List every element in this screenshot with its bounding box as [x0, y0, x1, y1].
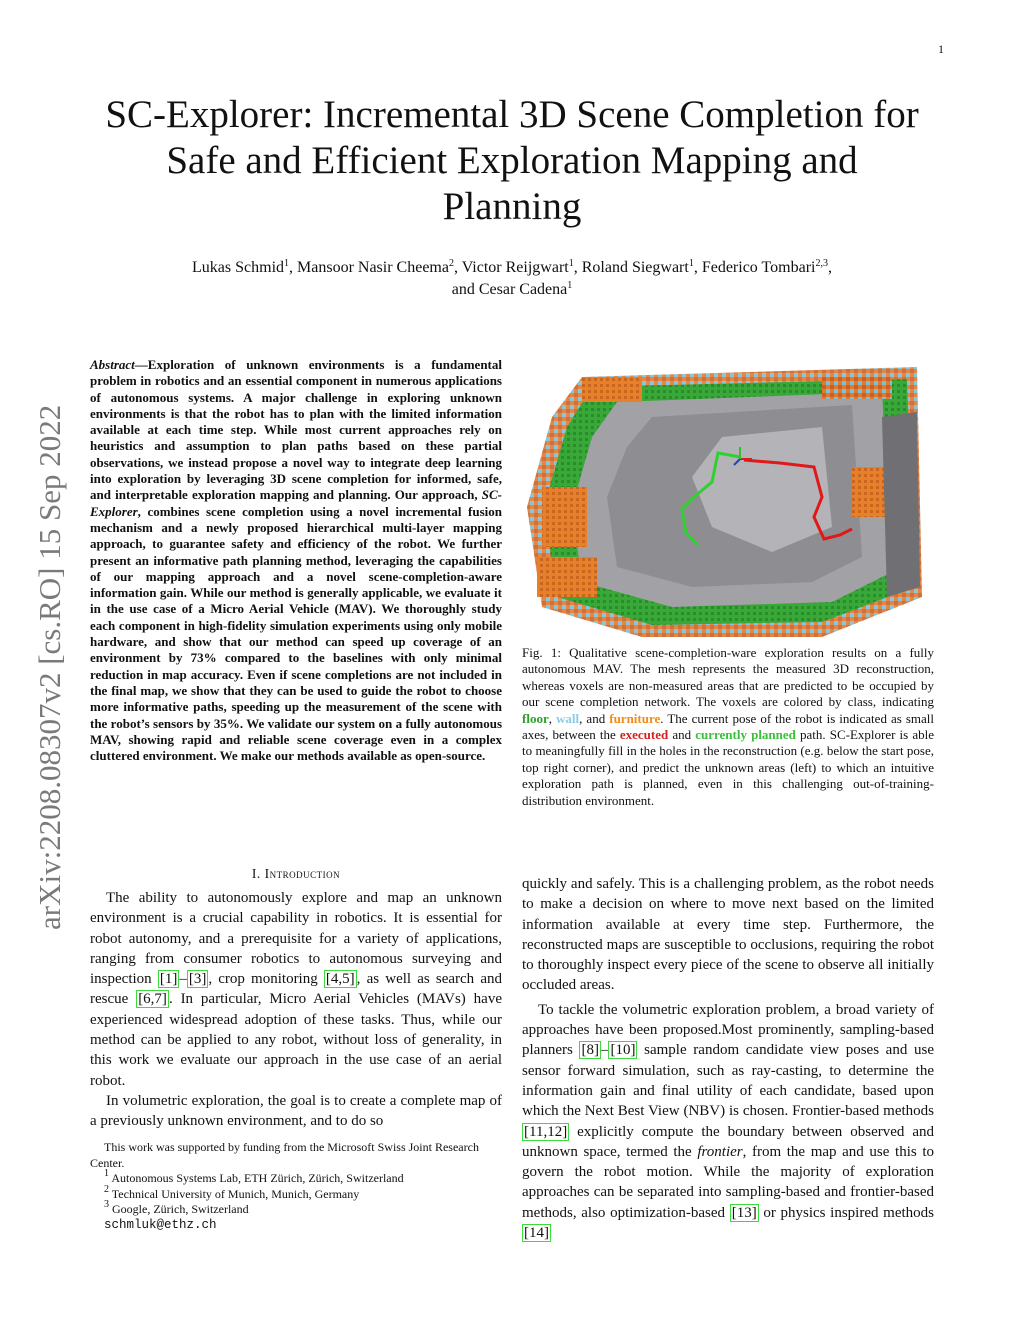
- page-number: 1: [938, 42, 944, 56]
- legend-executed: executed: [619, 727, 669, 743]
- legend-floor: floor: [522, 710, 549, 726]
- author-affiliation: 1: [688, 258, 694, 269]
- author-name: Roland Siegwart: [581, 259, 689, 276]
- citation-link[interactable]: [11,12]: [524, 1123, 568, 1140]
- legend-furniture: furniture: [609, 710, 661, 726]
- intro-column-right: [522, 874, 934, 1243]
- figure-caption: Fig. 1: Qualitative scene-completion-ware exploration results on a fully autonomous MAV. The mesh represents the measured 3D reconstruction, whereas voxels are non-measured areas that are predicted to be occupied by our scene completion network. The voxels are colored by class, indicating floor, wall, and furniture. The current pose of the robot is indicated as small axes, between the executed and currently planned path. SC-Explorer is able to meaningfully fill in the holes in the reconstruction (e.g. below the start pose, top right corner), and predict the unknown areas (left) to which an intuitive exploration path is planned, even in this challenging out-of-training-distribution environment.: [522, 645, 935, 808]
- paragraph: In volumetric exploration, the goal is to create a complete map of a previously unknown environment, and to do so: [90, 1092, 502, 1130]
- paragraph: To tackle the volumetric exploration problem, a broad variety of approaches have been proposed.Most prominently, sampling-based planners [8] – [10] sample random candidate view poses and use sensor forward simulation, such as ray-casting, to determine the information gain and final utility of each candidate, based upon which the Next Best View (NBV) is chosen. Frontier-based methods [11,12] explicitly compute the boundary between observed and unknown space, termed the frontier, from the map and use this to govern the robot motion. While the majority of exploration approaches can be separated into sampling-based and frontier-based methods, also optimization-based [13] or physics inspired methods [14]: [522, 1001, 934, 1242]
- author-name: Cesar Cadena: [478, 281, 568, 298]
- section-title: Introduction: [264, 866, 341, 881]
- citation-link[interactable]: [8]: [581, 1042, 599, 1059]
- abstract: Abstract—Exploration of unknown environments is a fundamental problem in robotics and an essential component in numerous applications of autonomous systems. A major challenge in exploring unknown environments is that the robot has to plan with the limited information available at each time step. While most current approaches rely on heuristics and assumption to plan paths based on these partial observations, we instead propose a novel way to integrate deep learning into exploration by leveraging 3D scene completion for informed, safe, and interpretable exploration mapping and planning. Our approach, SC-Explorer, combines scene completion using a novel incremental fusion mechanism and a newly proposed hierarchical multi-layer mapping approach, to guarantee safety and efficiency of the robot. We further present an informative path planning method, leveraging the capabilities of our mapping approach and a novel scene-completion-aware information gain. While our method is generally applicable, we evaluate it in the use case of a Micro Aerial Vehicle (MAV). We thoroughly study each component in high-fidelity simulation experiments using only mobile hardware, and show that our method can speed up coverage of an environment by 73% compared to the baselines with only minimal reduction in map accuracy. Even if scene completions are not included in the final map, we show that they can be used to guide the robot to choose more informative paths, speeding up the measurement of the scene with the robot’s sensors by 35%. We validate our system on a fully autonomous MAV, showing rapid and reliable scene coverage even in a complex cluttered environment. We make our methods available as open-source.: [90, 357, 502, 764]
- legend-wall: wall: [556, 710, 580, 726]
- author-affiliation: 2: [448, 258, 454, 269]
- section-heading: I. Introduction: [251, 866, 341, 881]
- author-affiliation: 1: [567, 280, 573, 291]
- citation-link[interactable]: [1]: [159, 971, 178, 988]
- affiliation-note: $^3$ Google, Zürich, Switzerland: [104, 1199, 249, 1217]
- citation-link[interactable]: [3]: [188, 971, 207, 988]
- affiliation-note: $^1$ Autonomous Systems Lab, ETH Zürich, Zürich, Switzerland: [104, 1168, 404, 1186]
- funding-note: This work was supported by funding from the Microsoft Swiss Joint Research Center.: [90, 1140, 479, 1170]
- affiliation-note: $^2$ Technical University of Munich, Munich, Germany: [104, 1183, 360, 1201]
- author-name: Lukas Schmid: [192, 259, 285, 276]
- arxiv-stamp-text: arXiv:2208.08307v2 [cs.RO] 15 Sep 2022: [32, 404, 67, 930]
- term-frontier: frontier: [697, 1143, 743, 1160]
- citation-link[interactable]: [4,5]: [325, 971, 355, 988]
- author-name: Federico Tombari: [701, 259, 816, 276]
- citation-link[interactable]: [13]: [731, 1204, 757, 1221]
- footnotes: [90, 1140, 502, 1234]
- abstract-text: Exploration of unknown environments is a fundamental problem in robotics and an essential component in numerous applications of autonomous systems. A major challenge in exploring unknown environments is that the robot has to plan with the limited information available at each time step. While most current approaches rely on heuristics and assumption to plan paths based on these partial observations, we instead propose a novel way to integrate deep learning into exploration by leveraging 3D scene completion for informed, safe, and interpretable exploration mapping and planning. Our approach,: [90, 357, 502, 503]
- author-affiliation: 2,3: [815, 258, 828, 269]
- paper-title: SC-Explorer: Incremental 3D Scene Completion for Safe and Efficient Exploration Mapping and Planning: [105, 93, 919, 228]
- author-name: Mansoor Nasir Cheema: [297, 259, 449, 276]
- abstract-label: Abstract: [90, 357, 135, 372]
- author-affiliation: 1: [568, 258, 574, 269]
- abstract-text: , combines scene completion using a novel incremental fusion mechanism and a newly proposed hierarchical multi-layer mapping approach, to guarantee safety and efficiency of the robot. We further present an informative path planning method, leveraging the capabilities of our mapping approach and a novel scene-completion-aware information gain. While our method is generally applicable, we evaluate it in the use case of a Micro Aerial Vehicle (MAV). We thoroughly study each component in high-fidelity simulation experiments using only mobile hardware, and show that our method can speed up coverage of an environment by 73% compared to the baselines with only minimal reduction in map accuracy. Even if scene completions are not included in the final map, we show that they can be used to guide the robot to choose more informative paths, speeding up the measurement of the scene with the robot’s sensors by 35%. We validate our system on a fully autonomous MAV, showing rapid and reliable scene coverage even in a complex cluttered environment. We make our methods available as open-source.: [90, 503, 502, 764]
- author-name: Victor Reijgwart: [461, 259, 569, 276]
- author-list: Lukas Schmid$^1$, Mansoor Nasir Cheema$^2$, Victor Reijgwart$^1$, Roland Siegwart$^1$, Federico Tombari$^{2,3}$, and Cesar Cadena$^1$: [192, 258, 832, 298]
- citation-link[interactable]: [6,7]: [138, 991, 167, 1008]
- citation-link[interactable]: [10]: [610, 1042, 636, 1059]
- citation-link[interactable]: [14]: [524, 1225, 549, 1242]
- arxiv-stamp: [8, 290, 78, 960]
- paragraph: quickly and safely. This is a challenging problem, as the robot needs to make a decision on where to move next based on the limited information available at every time step. Furthermore, the reconstructed maps are susceptible to occlusions, requiring the robot to thoroughly inspect every piece of the scene to observe all initially occluded areas.: [522, 876, 934, 994]
- scene-reconstruction-image: [522, 357, 934, 642]
- author-affiliation: 1: [284, 258, 290, 269]
- contact-email[interactable]: schmluk@ethz.ch: [104, 1217, 217, 1232]
- paragraph: The ability to autonomously explore and map an unknown environment is a crucial capability in robotics. It is essential for robot autonomy, and a prerequisite for a variety of applications, ranging from consumer robotics to autonomous surveying and inspection [1] – [3] , crop monitoring [4,5] , as well as search and rescue [6,7] . In particular, Micro Aerial Vehicles (MAVs) have experienced widespread adoption of these tasks. Thus, while our method can be applied to any robot, without loss of generality, in this work we evaluate our approach in the use case of an aerial robot.: [90, 890, 503, 1089]
- figure-1-scene-reconstruction: [522, 357, 934, 642]
- method-name: SC-Explorer: [90, 487, 502, 519]
- intro-column-left: [90, 888, 502, 1132]
- legend-planned: currently planned: [695, 727, 796, 743]
